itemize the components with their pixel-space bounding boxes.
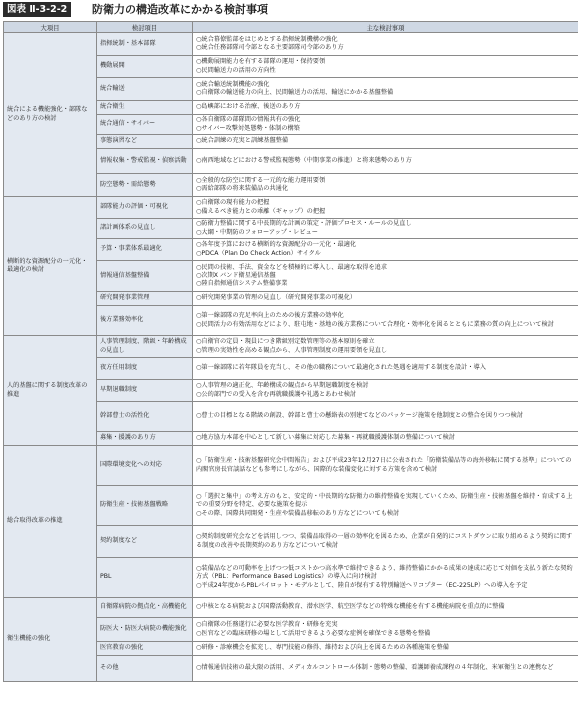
- content-line: ○各自衛隊の部隊間の情報共有の強化: [196, 116, 301, 124]
- item-cell: 夜方任用制度: [97, 358, 193, 380]
- item-cell: 部隊能力の評価・可視化: [97, 197, 193, 219]
- contents-cell: [193, 446, 579, 486]
- item-cell: 契約制度など: [97, 526, 193, 558]
- contents-cell: [193, 135, 579, 149]
- category-cell: 横断的な資源配分の一元化・最適化の検討: [4, 197, 97, 336]
- item-cell: 統合通信・サイバー: [97, 115, 193, 135]
- content-line: ○備えるべき能力との乖離（ギャップ）の把握: [196, 207, 326, 215]
- content-line: ○民間の技術、手法、資金などを積極的に導入し、最適な取得を追求: [196, 263, 388, 271]
- content-line: ○地方協力本部を中心として新しい募集に対応した募集・再就職援護体制の整備について検討: [196, 434, 455, 442]
- content-line: ○大綱・中期防のフォローアップ・レビュー: [196, 228, 318, 236]
- content-line: ○機動展開能力を有する部隊の運用・保持要領: [196, 58, 326, 66]
- item-cell: 募集・援護のあり方: [97, 432, 193, 446]
- contents-cell: [193, 402, 579, 432]
- figure-title: 防衛力の構造改革にかかる検討事項: [92, 3, 268, 16]
- table-row: [4, 336, 579, 358]
- content-line: ○民間輸送力の活用の方向性: [196, 66, 276, 74]
- content-line: ○公的部門での受入を含む再就職援護や礼遇とあわせ検討: [196, 390, 357, 398]
- item-cell: PBL: [97, 558, 193, 598]
- item-cell: 指揮統制・基本部隊: [97, 33, 193, 56]
- item-cell: 後方業務効率化: [97, 306, 193, 336]
- content-line: ○PDCA（Plan Do Check Action）サイクル: [196, 249, 321, 257]
- content-line: ○契約制度研究会などを活用しつつ、装備品取得の一層の効率化を図るため、企業が自発的にコストダウンに取り組めるよう契約に関する制度の改善や長期契約のあり方などについて検討: [196, 533, 573, 549]
- content-line: ○次期X バンド衛星通信基盤: [196, 271, 276, 279]
- table-container: [3, 21, 578, 726]
- contents-cell: [193, 618, 579, 642]
- item-cell: 自衛隊病院の拠点化・高機能化: [97, 598, 193, 618]
- contents-cell: [193, 526, 579, 558]
- contents-cell: [193, 336, 579, 358]
- content-line: ○全般的な防空に関する一元的な能力運用要領: [196, 176, 326, 184]
- category-cell: 人的基盤に関する制度改革の推進: [4, 336, 97, 446]
- contents-cell: [193, 306, 579, 336]
- item-cell: 医官教育の強化: [97, 642, 193, 656]
- table-row: [4, 33, 579, 56]
- contents-cell: [193, 656, 579, 682]
- figure-number: Ⅱ-3-2-2: [29, 4, 68, 15]
- content-line: ○研究開発事業の管理の見直し（研究開発事業の可視化）: [196, 294, 357, 302]
- contents-cell: [193, 239, 579, 261]
- content-line: ○統合幕僚監部をはじめとする指揮統制機構の強化: [196, 35, 338, 43]
- content-line: ○統合輸送統制機能の強化: [196, 80, 270, 88]
- item-cell: 防衛生産・技術基盤戦略: [97, 486, 193, 526]
- contents-cell: [193, 380, 579, 402]
- content-line: ○人事管理の適正化、年齢構成の観点から早期退職制度を検討: [196, 382, 369, 390]
- content-line: ○サイバー攻撃対処態勢・体制の構築: [196, 124, 300, 132]
- review-items-table: [3, 21, 578, 682]
- contents-cell: [193, 174, 579, 197]
- contents-cell: [193, 598, 579, 618]
- item-cell: 情報収集・警戒監視・偵察活動: [97, 149, 193, 174]
- contents-cell: [193, 486, 579, 526]
- table-row: [4, 197, 579, 219]
- content-line: ○「選択と集中」の考え方のもと、安定的・中長期的な防衛力の維持整備を実現していくため、防衛生産・技術基盤を維持・育成する上での重要分野を特定、必要な施策を提示: [196, 493, 573, 509]
- contents-cell: [193, 115, 579, 135]
- item-cell: 情報通信基盤整備: [97, 261, 193, 292]
- content-line: ○研修・診療機会を拡充し、専門技能の修得、維持および向上を図るための各種施策を整備: [196, 644, 449, 652]
- item-cell: 諸計画体系の見直し: [97, 219, 193, 239]
- content-line: ○医官などの臨床研修の場として活用できるよう必要な症例を確保できる態勢を整備: [196, 629, 431, 637]
- table-row: [4, 598, 579, 618]
- contents-cell: [193, 149, 579, 174]
- content-line: ○自衛隊の現有能力の把握: [196, 199, 270, 207]
- item-cell: 早期退職制度: [97, 380, 193, 402]
- category-cell: 総合取得改革の推進: [4, 446, 97, 598]
- content-line: ○第一線部隊に若年隊員を充当し、その他の職務について最適化された処遇を適用する制度を設計・導入: [196, 364, 486, 372]
- contents-cell: [193, 358, 579, 380]
- item-cell: 防医大・防医大病院の機能強化: [97, 618, 193, 642]
- contents-cell: [193, 33, 579, 56]
- table-body: [4, 33, 579, 682]
- column-header-category: 大項目: [4, 22, 97, 33]
- contents-cell: [193, 78, 579, 101]
- column-header-contents: 主な検討事項: [193, 22, 579, 33]
- item-cell: 防空態勢・需給態勢: [97, 174, 193, 197]
- content-line: ○各年度予算における横断的な資源配分の一元化・最適化: [196, 241, 357, 249]
- figure-badge: [3, 2, 71, 17]
- content-line: ○統合任務部隊司令部となる主要部隊司令部のあり方: [196, 44, 344, 51]
- content-line: ○第一線部隊の充足率向上のための後方業務の効率化: [196, 312, 344, 320]
- content-line: ○南西地域などにおける警戒監視態勢（中期事業の推進）と将来態勢のあり方: [196, 156, 412, 164]
- item-cell: 予算・事業体系最適化: [97, 239, 193, 261]
- item-cell: 統合輸送: [97, 78, 193, 101]
- category-cell: 衛生機能の強化: [4, 598, 97, 682]
- item-cell: 機動展開: [97, 56, 193, 78]
- content-line: ○自衛隊の輸送能力の向上、民間輸送力の活用、輸送にかかる基盤整備: [196, 89, 394, 96]
- table-header-row: [4, 22, 579, 33]
- contents-cell: [193, 219, 579, 239]
- content-line: ○島嶼部における治療、後送のあり方: [196, 103, 301, 111]
- figure-header: [3, 2, 578, 17]
- figure-badge-label: 図表: [7, 4, 27, 15]
- content-line: ○陸自指揮通信システム整備事業: [196, 280, 288, 288]
- content-line: ○その際、国際共同開発・生産や装備品移転のあり方などについても検討: [196, 509, 400, 517]
- content-line: ○民間活力の有効活用などにより、駐屯地・基地の後方業務について合理化・効率化を図るとともに業務の質の向上について検討: [196, 320, 554, 328]
- column-header-item: 検討項目: [97, 22, 193, 33]
- content-line: ○「防衛生産・技術基盤研究会中間報告」および平成23年12月27日に公表された「防衛装備品等の海外移転に関する基準」についての内閣官房長官談話なども参考にしながら、国際的な装備変化に対する方策を含めて検討: [196, 457, 572, 473]
- content-line: ○中核となる病院および国際活動教育、潜水医学、航空医学などの特殊な機能を有する機能病院を重点的に整備: [196, 603, 505, 611]
- content-line: ○自衛隊の任務遂行に必要な医学教育・研修を充実: [196, 621, 338, 629]
- content-line: ○管理の実効性を高める観点から、人事管理制度の運用要領を見直し: [196, 346, 388, 354]
- item-cell: 統合衛生: [97, 101, 193, 115]
- content-line: ○需給部隊の将来装備品の共通化: [196, 185, 289, 192]
- content-line: ○情報通信技術の最大限の活用、メディカルコントロール体制・態勢の整備、看護師養成課程の４年制化、米軍衛生との連携など: [196, 664, 554, 672]
- content-line: ○防衛力整備に関する中長期的な計画の策定・評価プロセス・ルールの見直し: [196, 220, 412, 228]
- content-line: ○自衛官の定員・現員につき階級別定数管理等の基本原則を確立: [196, 338, 375, 346]
- content-line: ○平成24年度からPBLパイロット・モデルとして、陸自が保有する特別輸送ヘリコプター（EC-225LP）への導入を予定: [196, 581, 528, 589]
- item-cell: 人事管理制度、階級・年齢構成の見直し: [97, 336, 193, 358]
- content-line: ○統合訓練の充実と訓練基盤整備: [196, 137, 289, 145]
- item-cell: その他: [97, 656, 193, 682]
- table-row: [4, 446, 579, 486]
- contents-cell: [193, 432, 579, 446]
- contents-cell: [193, 642, 579, 656]
- contents-cell: [193, 261, 579, 292]
- contents-cell: [193, 558, 579, 598]
- item-cell: 国際環境変化への対応: [97, 446, 193, 486]
- content-line: ○曹士の目標となる階級の創設、幹部と曹士の懸絡表の別建てなどのパッケージ施策を他制度との整合を図りつつ検討: [196, 412, 524, 420]
- category-cell: 統合による機能強化・部隊などのあり方の検討: [4, 33, 97, 197]
- content-line: ○装備品などの可動率を上げつつ低コストかつ高水準で維持できるよう、維持整備にかかる成果の達成に応じて対価を支払う新たな契約方式（PBL：Performance Based Logistics）の導入に向け検討: [196, 565, 573, 581]
- contents-cell: [193, 197, 579, 219]
- contents-cell: [193, 292, 579, 306]
- item-cell: 研究開発事業管理: [97, 292, 193, 306]
- item-cell: 幹部曹士の活性化: [97, 402, 193, 432]
- contents-cell: [193, 101, 579, 115]
- contents-cell: [193, 56, 579, 78]
- item-cell: 事態演習など: [97, 135, 193, 149]
